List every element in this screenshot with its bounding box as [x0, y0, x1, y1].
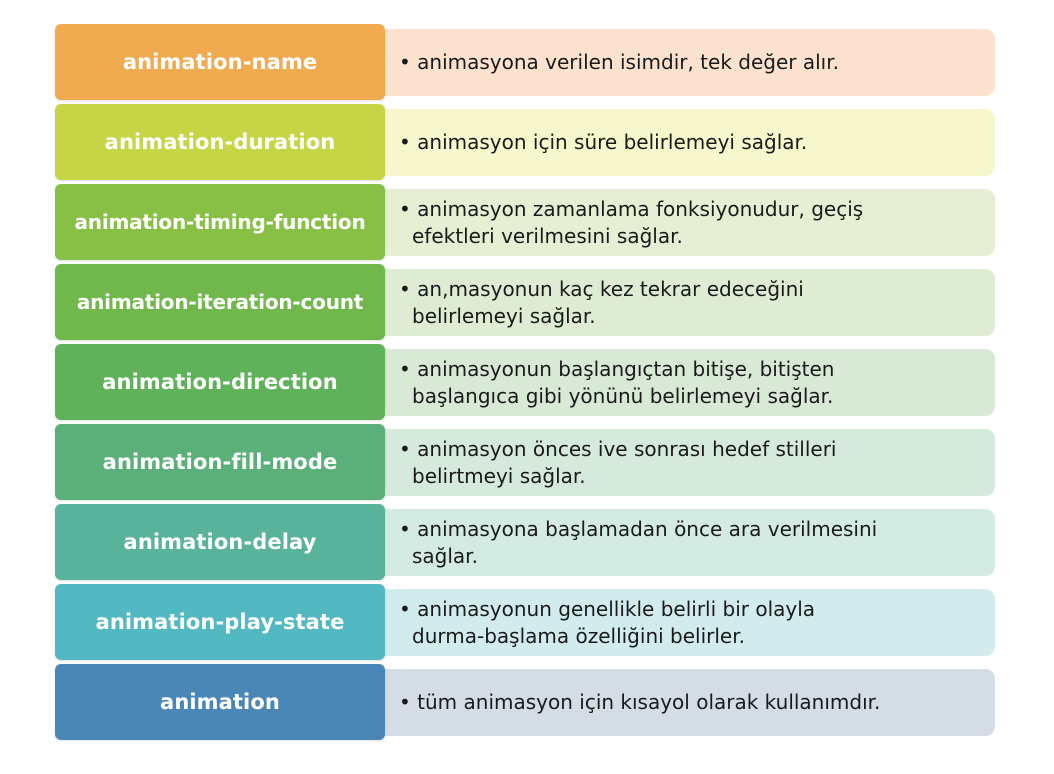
description-line: • animasyonun başlangıçtan bitişe, bitişten	[399, 356, 835, 381]
property-description	[373, 589, 995, 656]
animation-properties-table	[55, 24, 995, 740]
property-label: animation-direction	[55, 344, 385, 420]
property-description	[373, 429, 995, 496]
property-description	[373, 29, 995, 96]
description-line: durma-başlama özelliğini belirler.	[412, 623, 745, 648]
table-row-animation-play-state	[55, 584, 995, 660]
property-label: animation-fill-mode	[55, 424, 385, 500]
description-line: • animasyon için süre belirlemeyi sağlar.	[399, 130, 808, 154]
property-description	[373, 349, 995, 416]
property-description	[373, 109, 995, 176]
property-label: animation	[55, 664, 385, 740]
table-row-animation-name	[55, 24, 995, 100]
description-line: efektleri verilmesini sağlar.	[412, 223, 683, 248]
table-row-animation-iteration-count	[55, 264, 995, 340]
description-line: • animasyon önces ive sonrası hedef stilleri	[399, 436, 837, 461]
property-description	[373, 669, 995, 736]
description-line: • an,masyonun kaç kez tekrar edeceğini	[399, 276, 804, 301]
table-row-animation-delay	[55, 504, 995, 580]
description-line: sağlar.	[412, 543, 478, 568]
property-description	[373, 509, 995, 576]
description-line: • animasyon zamanlama fonksiyonudur, geçiş	[399, 196, 864, 221]
description-line: başlangıca gibi yönünü belirlemeyi sağlar.	[412, 383, 834, 408]
table-row-animation	[55, 664, 995, 740]
description-line: • animasyona verilen isimdir, tek değer alır.	[399, 50, 839, 74]
property-label: animation-delay	[55, 504, 385, 580]
description-line: • animasyonun genellikle belirli bir olayla	[399, 596, 816, 621]
table-row-animation-direction	[55, 344, 995, 420]
property-description	[373, 189, 995, 256]
property-description	[373, 269, 995, 336]
table-row-animation-fill-mode	[55, 424, 995, 500]
description-line: • animasyona başlamadan önce ara verilmesini	[399, 516, 878, 541]
table-row-animation-timing-function	[55, 184, 995, 260]
description-line: belirtmeyi sağlar.	[412, 463, 586, 488]
property-label: animation-name	[55, 24, 385, 100]
description-line: belirlemeyi sağlar.	[412, 303, 596, 328]
property-label: animation-timing-function	[55, 184, 385, 260]
property-label: animation-play-state	[55, 584, 385, 660]
property-label: animation-iteration-count	[55, 264, 385, 340]
table-row-animation-duration	[55, 104, 995, 180]
description-line: • tüm animasyon için kısayol olarak kullanımdır.	[399, 690, 881, 714]
property-label: animation-duration	[55, 104, 385, 180]
